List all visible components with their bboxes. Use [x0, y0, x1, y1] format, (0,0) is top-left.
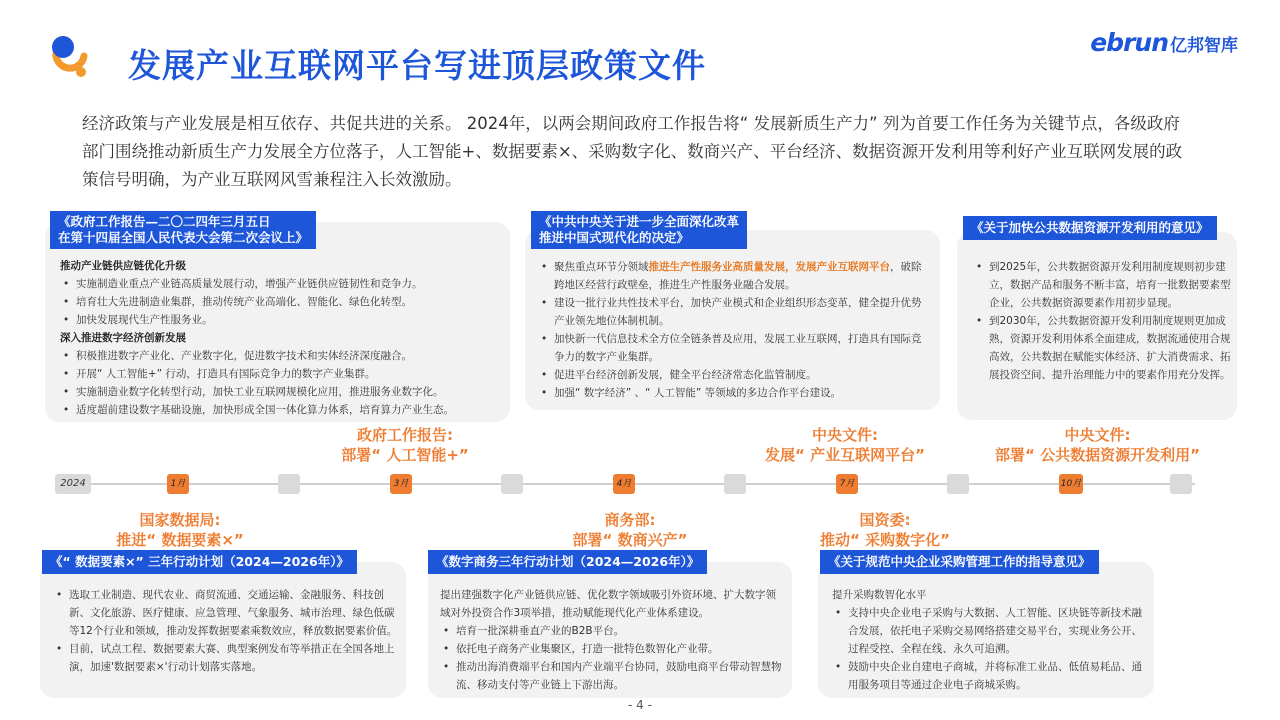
- list-item: • 鼓励中央企业自建电子商城，并将标准工业品、低值易耗品、通用服务项目等通过企业电子商城采购。: [832, 658, 1148, 694]
- list-item: • 依托电子商务产业集聚区，打造一批特色数智化产业带。: [440, 640, 786, 658]
- event-line: 部署“ 数商兴产”: [572, 531, 688, 549]
- event-line: 国家数据局:: [139, 511, 221, 529]
- list-item: • 培育一批深耕垂直产业的B2B平台。: [440, 622, 786, 640]
- list-item: • 开展“ 人工智能+” 行动，打造具有国际竞争力的数字产业集群。: [60, 365, 505, 383]
- event-label-data-bureau: [90, 510, 270, 550]
- event-line: 商务部:: [604, 511, 656, 529]
- intro-paragraph: 经济政策与产业发展是相互依存、共促共进的关系。 2024年，以两会期间政府工作报告将“ 发展新质生产力” 列为首要工作任务为关键节点，各级政府部门围绕推动新质生产力发展全方位落子，人工智能+、数据要素×、采购数字化、数商兴产、平台经济、数据资源开发利用等利好产业互联网发展的政策信号明确，为产业互联网风雪兼程注入长效激励。: [82, 114, 1183, 189]
- timeline-tick: [278, 474, 300, 494]
- event-line: 政府工作报告:: [357, 426, 453, 444]
- policy-tag-gov-report: [50, 211, 316, 249]
- list-item: • 实施制造业重点产业链高质量发展行动，增强产业链供应链韧性和竞争力。: [60, 275, 505, 293]
- tag-line: 在第十四届全国人民代表大会第二次会议上》: [58, 230, 309, 245]
- list-item: • 选取工业制造、现代农业、商贸流通、交通运输、金融服务、科技创新、文化旅游、医疗健康、应急管理、气象服务、城市治理、绿色低碳等12个行业和领域，推动发挥数据要素乘数效应，释放数据要素价值。: [53, 586, 398, 640]
- page-number: - 4 -: [628, 698, 652, 712]
- tag-line: 推进中国式现代化的决定》: [539, 230, 690, 245]
- policy-tag-reform-decision: [531, 211, 747, 249]
- highlight-text: 推进生产性服务业高质量发展，发展产业互联网平台: [648, 261, 890, 273]
- list-item: • 培育壮大先进制造业集群，推动传统产业高端化、智能化、绿色化转型。: [60, 293, 505, 311]
- policy-tag-procurement: 《关于规范中央企业采购管理工作的指导意见》: [820, 550, 1099, 574]
- event-line: 发展“ 产业互联网平台”: [765, 446, 925, 464]
- logo-icon: [50, 34, 90, 78]
- policy-tag-digital-commerce: 《数字商务三年行动计划（2024—2026年）》: [428, 550, 707, 574]
- event-label-central-doc-platform: [740, 425, 950, 465]
- list-item: • 建设一批行业共性技术平台，加快产业模式和企业组织形态变革，健全提升优势产业领先地位体制机制。: [538, 294, 928, 330]
- policy-body-data-elements: [53, 586, 398, 676]
- event-line: 推动“ 采购数字化”: [820, 531, 950, 549]
- timeline-tick: [724, 474, 746, 494]
- tag-line: 《政府工作报告—二〇二四年三月五日: [58, 214, 271, 229]
- policy-body-procurement: [832, 586, 1148, 694]
- timeline-month-jan: 1月: [167, 474, 189, 494]
- section-heading: 推动产业链供应链优化升级: [60, 260, 186, 272]
- event-label-sasac: [790, 510, 980, 550]
- event-line: 部署“ 公共数据资源开发利用”: [995, 446, 1200, 464]
- timeline-month-oct: 10月: [1059, 474, 1083, 494]
- tag-line: 《中共中央关于进一步全面深化改革: [539, 214, 740, 229]
- policy-body-digital-commerce: [440, 586, 786, 694]
- timeline-month-jul: 7月: [836, 474, 858, 494]
- brand-logo: [1090, 28, 1238, 57]
- list-item: • 实施制造业数字化转型行动，加快工业互联网规模化应用，推进服务业数字化。: [60, 383, 505, 401]
- text: 聚焦重点环节分领域: [554, 261, 649, 273]
- event-label-mofcom: [540, 510, 720, 550]
- list-item: • 推动出海消费端平台和国内产业端平台协同，鼓励电商平台带动智慧物流、移动支付等产业链上下游出海。: [440, 658, 786, 694]
- event-line: 中央文件:: [1064, 426, 1131, 444]
- list-item: • 适度超前建设数字基础设施，加快形成全国一体化算力体系，培育算力产业生态。: [60, 401, 505, 419]
- timeline-tick: [947, 474, 969, 494]
- timeline-tick: [501, 474, 523, 494]
- section-heading: 深入推进数字经济创新发展: [60, 332, 186, 344]
- list-item: [538, 258, 928, 294]
- brand-cn: 亿邦智库: [1170, 36, 1238, 56]
- list-item: • 支持中央企业电子采购与大数据、人工智能、区块链等新技术融合发展，依托电子采购交易网络搭建交易平台，实现业务公开、过程受控、全程在线、永久可追溯。: [832, 604, 1148, 658]
- policy-tag-data-elements: 《“ 数据要素×” 三年行动计划（2024—2026年）》: [42, 550, 357, 574]
- list-item: • 到2025年，公共数据资源开发利用制度规则初步建立，数据产品和服务不断丰富，培育一批数据要素型企业，公共数据资源要素作用初步显现。: [973, 258, 1231, 312]
- event-label-gov-report: [310, 425, 500, 465]
- lead-text: 提出建强数字化产业链供应链、优化数字领域吸引外资环境、扩大数字领域对外投资合作3项举措，推动赋能现代化产业体系建设。: [440, 589, 776, 619]
- event-line: 部署“ 人工智能+”: [341, 446, 469, 464]
- list-item: • 促进平台经济创新发展，健全平台经济常态化监管制度。: [538, 366, 928, 384]
- policy-body-public-data: [973, 258, 1231, 384]
- list-item: • 到2030年，公共数据资源开发利用制度规则更加成熟，资源开发利用体系全面建成，数据流通使用合规高效，公共数据在赋能实体经济、扩大消费需求、拓展投资空间、提升治理能力中的要素作用充分发挥。: [973, 312, 1231, 384]
- policy-body-gov-report: [60, 257, 505, 419]
- list-item: • 加强“ 数字经济” 、“ 人工智能” 等领域的多边合作平台建设。: [538, 384, 928, 402]
- list-item: • 加快发展现代生产性服务业。: [60, 311, 505, 329]
- policy-tag-public-data: 《关于加快公共数据资源开发利用的意见》: [963, 216, 1217, 240]
- list-item: • 加快新一代信息技术全方位全链条普及应用，发展工业互联网，打造具有国际竞争力的数字产业集群。: [538, 330, 928, 366]
- list-item: • 目前，试点工程、数据要素大赛、典型案例发布等举措正在全国各地上演，加速'数据要素×'行动计划落实落地。: [53, 640, 398, 676]
- brand-en: ebrun: [1090, 28, 1168, 57]
- event-line: 中央文件:: [812, 426, 878, 444]
- event-line: 国资委:: [859, 511, 911, 529]
- event-label-central-doc-data: [975, 425, 1220, 465]
- timeline-month-mar: 3月: [390, 474, 412, 494]
- list-item: • 积极推进数字产业化、产业数字化，促进数字技术和实体经济深度融合。: [60, 347, 505, 365]
- timeline-tick: [1170, 474, 1192, 494]
- text: ，破除跨地区经营行政壁垒，推进生产性服务业融合发展。: [554, 261, 922, 291]
- page-title: 发展产业互联网平台写进顶层政策文件: [128, 46, 706, 85]
- timeline-year: 2024: [55, 474, 91, 494]
- timeline-month-apr: 4月: [613, 474, 635, 494]
- event-line: 推进“ 数据要素×”: [116, 531, 244, 549]
- policy-body-reform-decision: [538, 258, 928, 402]
- lead-text: 提升采购数智化水平: [832, 589, 927, 601]
